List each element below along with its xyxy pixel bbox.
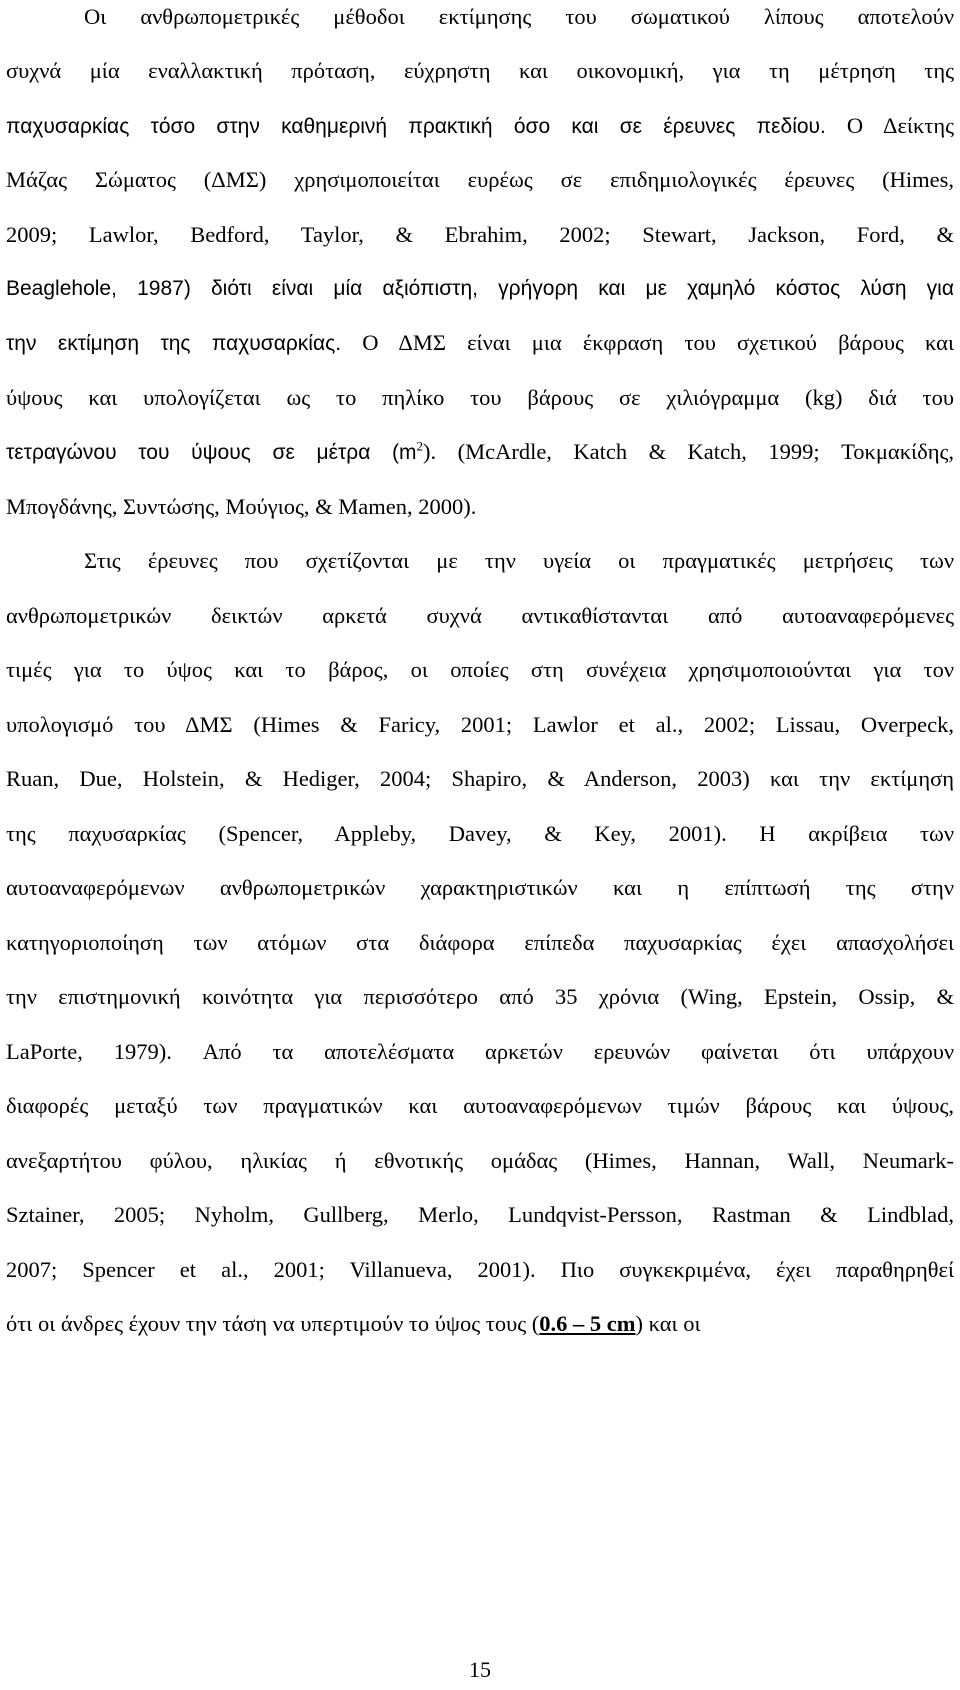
text-line: ανθρωπομετρικών δεικτών αρκετά συχνά αντικαθίστανται από αυτοαναφερόμενες xyxy=(6,603,954,628)
text-line: ανεξαρτήτου φύλου, ηλικίας ή εθνοτικής ομάδας (Himes, Hannan, Wall, Neumark- xyxy=(6,1148,954,1173)
text-line: Ruan, Due, Holstein, & Hediger, 2004; Shapiro, & Anderson, 2003) και την εκτίμηση xyxy=(6,766,954,791)
text-line: Μάζας Σώματος (ΔΜΣ) χρησιμοποιείται ευρέως σε επιδημιολογικές έρευνες (Himes, xyxy=(6,167,954,192)
text-line: αυτοαναφερόμενων ανθρωπομετρικών χαρακτηριστικών και η επίπτωσή της στην xyxy=(6,875,954,900)
text-line: Beaglehole, 1987) διότι είναι μία αξιόπιστη, γρήγορη και με χαμηλό κόστος λύση για xyxy=(6,277,954,300)
text-line: Στις έρευνες που σχετίζονται με την υγεία οι πραγματικές μετρήσεις των xyxy=(84,548,954,573)
text-line: τετραγώνου του ύψους σε μέτρα $(m^2)$. (McArdle, Katch & Katch, 1999; Τοκμακίδης, xyxy=(6,438,954,464)
text-line: Sztainer, 2005; Nyholm, Gullberg, Merlo, Lundqvist-Persson, Rastman & Lindblad, xyxy=(6,1202,954,1227)
text-line: ύψους και υπολογίζεται ως το πηλίκο του βάρους σε χιλιόγραμμα (kg) διά του xyxy=(6,385,954,410)
text-line: συχνά μία εναλλακτική πρόταση, εύχρηστη και οικονομική, για τη μέτρηση της xyxy=(6,58,954,83)
superscript: 2 xyxy=(416,438,424,454)
text-line: κατηγοριοποίηση των ατόμων στα διάφορα επίπεδα παχυσαρκίας έχει απασχολήσει xyxy=(6,930,954,955)
text-line: υπολογισμό του ΔΜΣ (Himes & Faricy, 2001; Lawlor et al., 2002; Lissau, Overpeck, xyxy=(6,712,954,737)
text-line: διαφορές μεταξύ των πραγματικών και αυτοαναφερόμενων τιμών βάρους και ύψους, xyxy=(6,1093,954,1118)
text-line: 2009; Lawlor, Bedford, Taylor, & Ebrahim, 2002; Stewart, Jackson, Ford, & xyxy=(6,222,954,247)
text-line: την εκτίμηση της παχυσαρκίας. Ο ΔΜΣ είναι μια έκφραση του σχετικού βάρους και xyxy=(6,330,955,355)
text-line: 2007; Spencer et al., 2001; Villanueva, 2001). Πιο συγκεκριμένα, έχει παραθηρηθεί xyxy=(6,1257,954,1282)
page-number: 15 xyxy=(469,1657,491,1682)
text-line: της παχυσαρκίας (Spencer, Appleby, Davey, & Key, 2001). Η ακρίβεια των xyxy=(6,821,954,846)
text-line: παχυσαρκίας τόσο στην καθημερινή πρακτική όσο και σε έρευνες πεδίου. Ο Δείκτης xyxy=(6,113,954,138)
text-line: τιμές για το ύψος και το βάρος, οι οποίες στη συνέχεια χρησιμοποιούνται για τον xyxy=(6,657,954,682)
text-line: LaPorte, 1979). Από τα αποτελέσματα αρκετών ερευνών φαίνεται ότι υπάρχουν xyxy=(6,1039,955,1064)
highlighted-value: 0.6 – 5 cm xyxy=(539,1311,636,1336)
text-line: ότι οι άνδρες έχουν την τάση να υπερτιμούν το ύψος τους (0.6 – 5 cm) και οι xyxy=(6,1311,701,1336)
text-line: Μπογδάνης, Συντώσης, Μούγιος, & Mamen, 2000). xyxy=(6,494,477,519)
text-line: την επιστημονική κοινότητα για περισσότερο από 35 χρόνια (Wing, Epstein, Ossip, & xyxy=(6,984,954,1009)
text-line: Οι ανθρωπομετρικές μέθοδοι εκτίμησης του σωματικού λίπους αποτελούν xyxy=(84,4,954,29)
